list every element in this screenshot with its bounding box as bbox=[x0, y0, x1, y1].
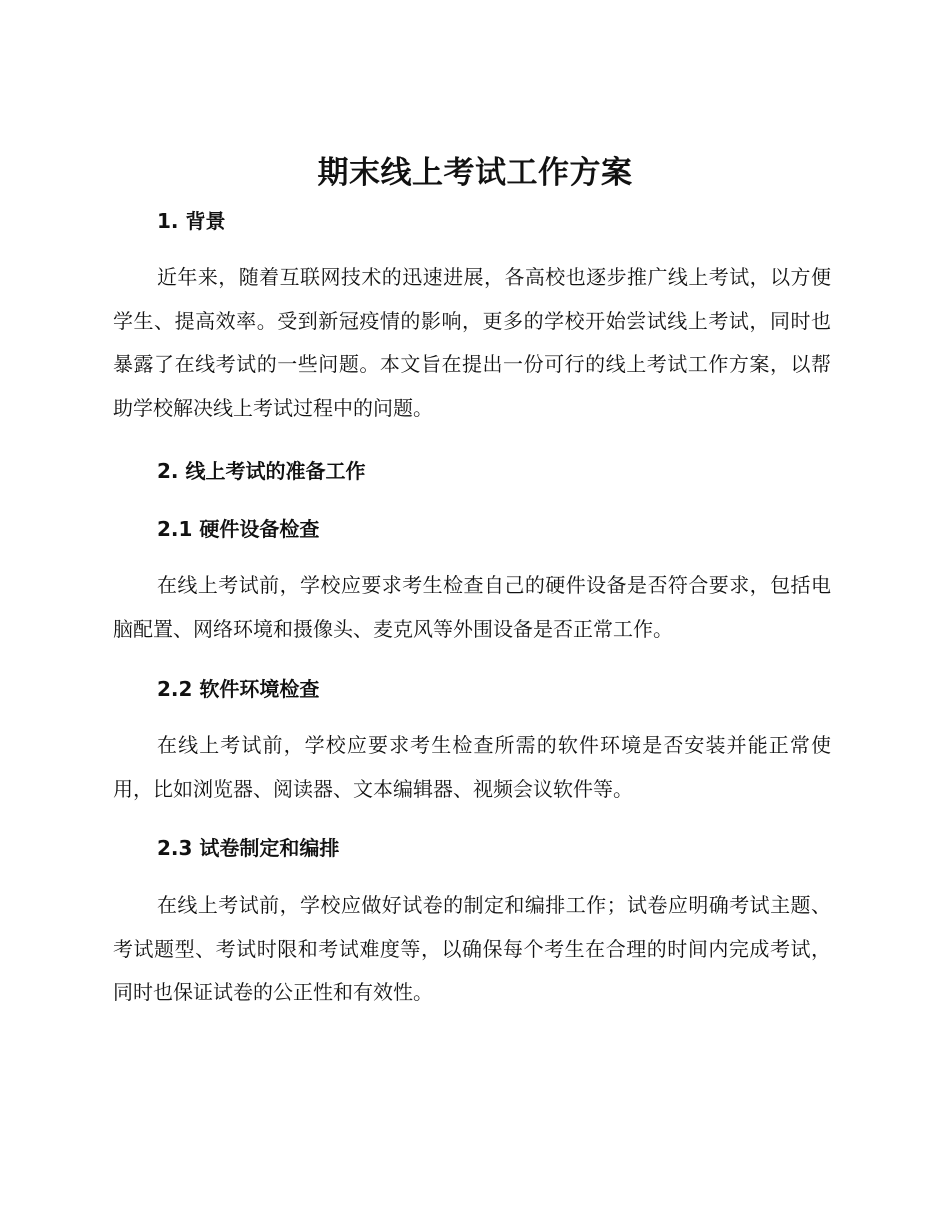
section-body-background: 近年来，随着互联网技术的迅速进展，各高校也逐步推广线上考试，以方便学生、提高效率。受到新冠疫情的影响，更多的学校开始尝试线上考试，同时也暴露了在线考试的一些问题。本文旨在提出一份可行的线上考试工作方案，以帮助学校解决线上考试过程中的问题。 bbox=[113, 265, 831, 420]
document-title: 期末线上考试工作方案 bbox=[317, 155, 633, 191]
section-heading-background: 1. 背景 bbox=[157, 209, 226, 233]
section-body-hardware: 在线上考试前，学校应要求考生检查自己的硬件设备是否符合要求，包括电脑配置、网络环境和摄像头、麦克风等外围设备是否正常工作。 bbox=[113, 573, 831, 641]
section-heading-software: 2.2 软件环境检查 bbox=[157, 677, 320, 701]
section-body-software: 在线上考试前，学校应要求考生检查所需的软件环境是否安装并能正常使用，比如浏览器、阅读器、文本编辑器、视频会议软件等。 bbox=[113, 733, 831, 801]
section-heading-preparation: 2. 线上考试的准备工作 bbox=[157, 459, 366, 483]
section-body-exam-paper: 在线上考试前，学校应做好试卷的制定和编排工作；试卷应明确考试主题、考试题型、考试时限和考试难度等，以确保每个考生在合理的时间内完成考试，同时也保证试卷的公正性和有效性。 bbox=[113, 893, 831, 1004]
section-heading-hardware: 2.1 硬件设备检查 bbox=[157, 517, 320, 541]
section-heading-exam-paper: 2.3 试卷制定和编排 bbox=[157, 836, 340, 860]
